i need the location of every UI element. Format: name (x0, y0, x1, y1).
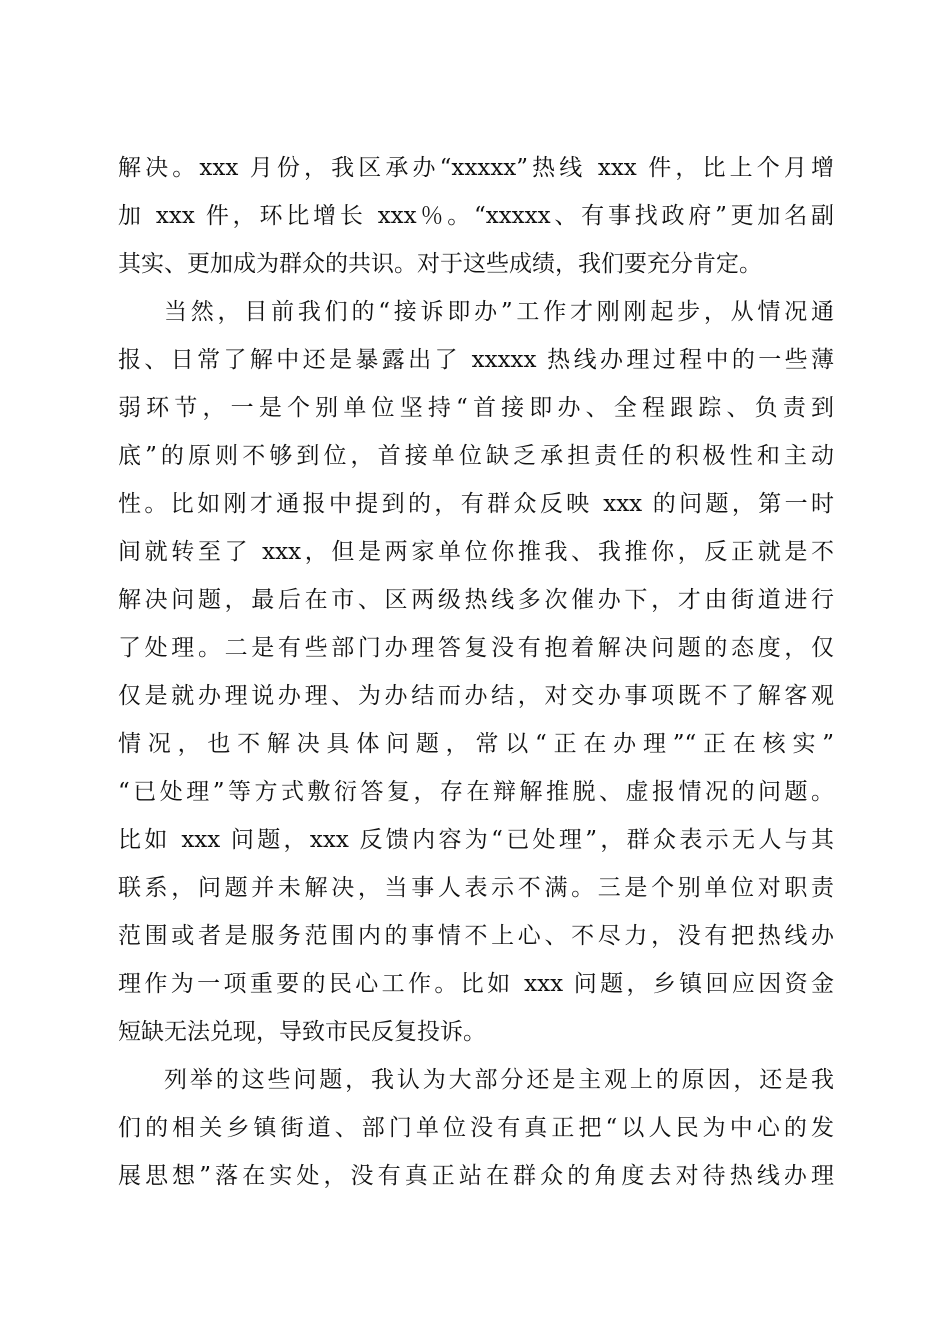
text-line: 弱环节，一是个别单位坚持“首接即办、全程跟踪、负责到 (118, 395, 834, 421)
text-line: 理作为一项重要的民心工作。比如 xxx 问题，乡镇回应因资金 (118, 971, 834, 997)
text-line: 其实、更加成为群众的共识。对于这些成绩，我们要充分肯定。 (118, 251, 762, 277)
text-line: 解决。xxx 月份，我区承办“xxxxx”热线 xxx 件，比上个月增 (118, 155, 834, 181)
text-line: 性。比如刚才通报中提到的，有群众反映 xxx 的问题，第一时 (118, 491, 834, 517)
text-line: 展思想”落在实处，没有真正站在群众的角度去对待热线办理 (118, 1163, 834, 1189)
text-line: 短缺无法兑现，导致市民反复投诉。 (118, 1019, 486, 1045)
document-body (118, 144, 834, 1200)
text-line: 情况，也不解决具体问题，常以“正在办理”“正在核实” (118, 731, 834, 757)
paragraph-first-line: 列举的这些问题，我认为大部分还是主观上的原因，还是我 (164, 1067, 834, 1093)
text-line: 们的相关乡镇街道、部门单位没有真正把“以人民为中心的发 (118, 1115, 834, 1141)
text-line: 范围或者是服务范围内的事情不上心、不尽力，没有把热线办 (118, 923, 834, 949)
text-line: 了处理。二是有些部门办理答复没有抱着解决问题的态度，仅 (118, 635, 834, 661)
text-line: 联系，问题并未解决，当事人表示不满。三是个别单位对职责 (118, 875, 834, 901)
paragraph-first-line: 当然，目前我们的“接诉即办”工作才刚刚起步，从情况通 (164, 299, 834, 325)
text-line: 底”的原则不够到位，首接单位缺乏承担责任的积极性和主动 (118, 443, 834, 469)
text-line: 仅是就办理说办理、为办结而办结，对交办事项既不了解客观 (118, 683, 834, 709)
text-line: 加 xxx 件，环比增长 xxx％。“xxxxx、有事找政府”更加名副 (118, 203, 834, 229)
text-line: 比如 xxx 问题，xxx 反馈内容为“已处理”，群众表示无人与其 (118, 827, 834, 853)
text-line: 解决问题，最后在市、区两级热线多次催办下，才由街道进行 (118, 587, 834, 613)
text-line: “已处理”等方式敷衍答复，存在辩解推脱、虚报情况的问题。 (118, 779, 834, 805)
text-line: 间就转至了 xxx，但是两家单位你推我、我推你，反正就是不 (118, 539, 834, 565)
text-line: 报、日常了解中还是暴露出了 xxxxx 热线办理过程中的一些薄 (118, 347, 834, 373)
